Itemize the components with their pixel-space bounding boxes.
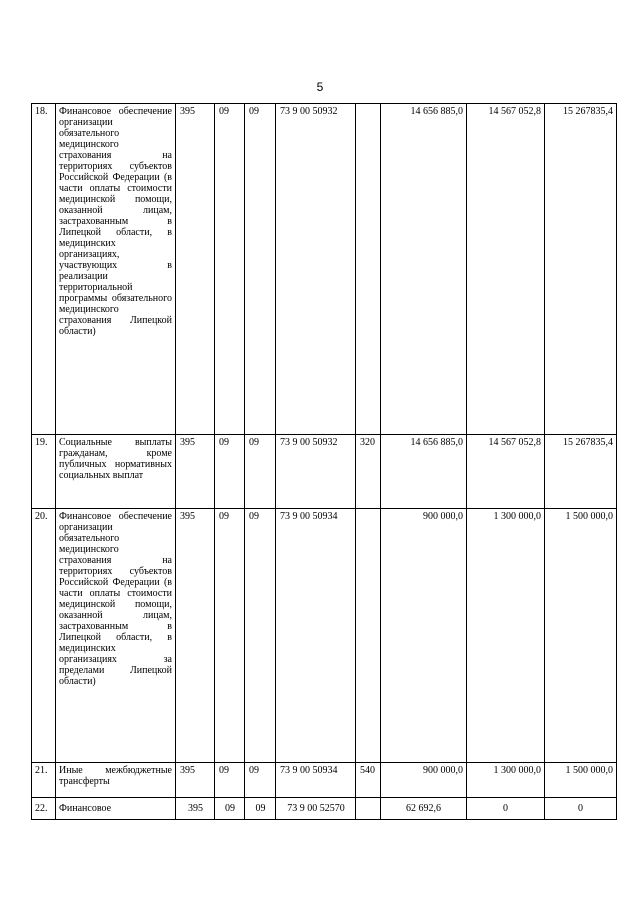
row-number: 20. [32, 509, 56, 763]
ministry-code: 395 [176, 435, 215, 509]
ministry-code: 395 [176, 509, 215, 763]
row-number: 19. [32, 435, 56, 509]
target-article-code: 73 9 00 50932 [276, 435, 356, 509]
sum-year-2: 1 300 000,0 [467, 509, 545, 763]
sum-year-1: 62 692,6 [381, 798, 467, 820]
ministry-code: 395 [176, 798, 215, 820]
row-description: Социальные выплаты гражданам, кроме публичных нормативных социальных выплат [56, 435, 176, 509]
row-number: 21. [32, 763, 56, 798]
section-code: 09 [215, 435, 245, 509]
ministry-code: 395 [176, 104, 215, 435]
budget-table [31, 103, 617, 820]
page-number: 5 [316, 80, 324, 94]
table-row [32, 763, 617, 798]
expense-type-code [356, 798, 381, 820]
target-article-code: 73 9 00 52570 [276, 798, 356, 820]
sum-year-3: 1 500 000,0 [545, 509, 617, 763]
target-article-code: 73 9 00 50934 [276, 509, 356, 763]
expense-type-code: 540 [356, 763, 381, 798]
subsection-code: 09 [245, 763, 276, 798]
sum-year-3: 0 [545, 798, 617, 820]
sum-year-2: 1 300 000,0 [467, 763, 545, 798]
table-row [32, 509, 617, 763]
table-row [32, 798, 617, 820]
expense-type-code [356, 509, 381, 763]
table-row [32, 435, 617, 509]
sum-year-2: 0 [467, 798, 545, 820]
section-code: 09 [215, 509, 245, 763]
subsection-code: 09 [245, 509, 276, 763]
subsection-code: 09 [245, 435, 276, 509]
sum-year-2: 14 567 052,8 [467, 104, 545, 435]
subsection-code: 09 [245, 104, 276, 435]
row-number: 18. [32, 104, 56, 435]
ministry-code: 395 [176, 763, 215, 798]
sum-year-1: 900 000,0 [381, 509, 467, 763]
table-row [32, 104, 617, 435]
sum-year-3: 1 500 000,0 [545, 763, 617, 798]
row-description: Финансовое обеспечение организации обязательного медицинского страхования на территориях субъектов Российской Федерации (в части оплаты стоимости медицинской помощи, оказанной лицам, застрахованным в Липецкой области, в медицинских организациях, участвующих в реализации территориальной программы обязательного медицинского страхования Липецкой области) [56, 104, 176, 435]
target-article-code: 73 9 00 50932 [276, 104, 356, 435]
sum-year-2: 14 567 052,8 [467, 435, 545, 509]
section-code: 09 [215, 763, 245, 798]
row-description: Финансовое [56, 798, 176, 820]
sum-year-1: 900 000,0 [381, 763, 467, 798]
sum-year-3: 15 267835,4 [545, 104, 617, 435]
expense-type-code: 320 [356, 435, 381, 509]
row-description: Иные межбюджетные трансферты [56, 763, 176, 798]
subsection-code: 09 [245, 798, 276, 820]
row-number: 22. [32, 798, 56, 820]
row-description: Финансовое обеспечение организации обязательного медицинского страхования на территориях субъектов Российской Федерации (в части оплаты стоимости медицинской помощи, оказанной лицам, застрахованным в Липецкой области, в медицинских организациях за пределами Липецкой области) [56, 509, 176, 763]
target-article-code: 73 9 00 50934 [276, 763, 356, 798]
sum-year-1: 14 656 885,0 [381, 435, 467, 509]
expense-type-code [356, 104, 381, 435]
section-code: 09 [215, 798, 245, 820]
sum-year-3: 15 267835,4 [545, 435, 617, 509]
section-code: 09 [215, 104, 245, 435]
sum-year-1: 14 656 885,0 [381, 104, 467, 435]
